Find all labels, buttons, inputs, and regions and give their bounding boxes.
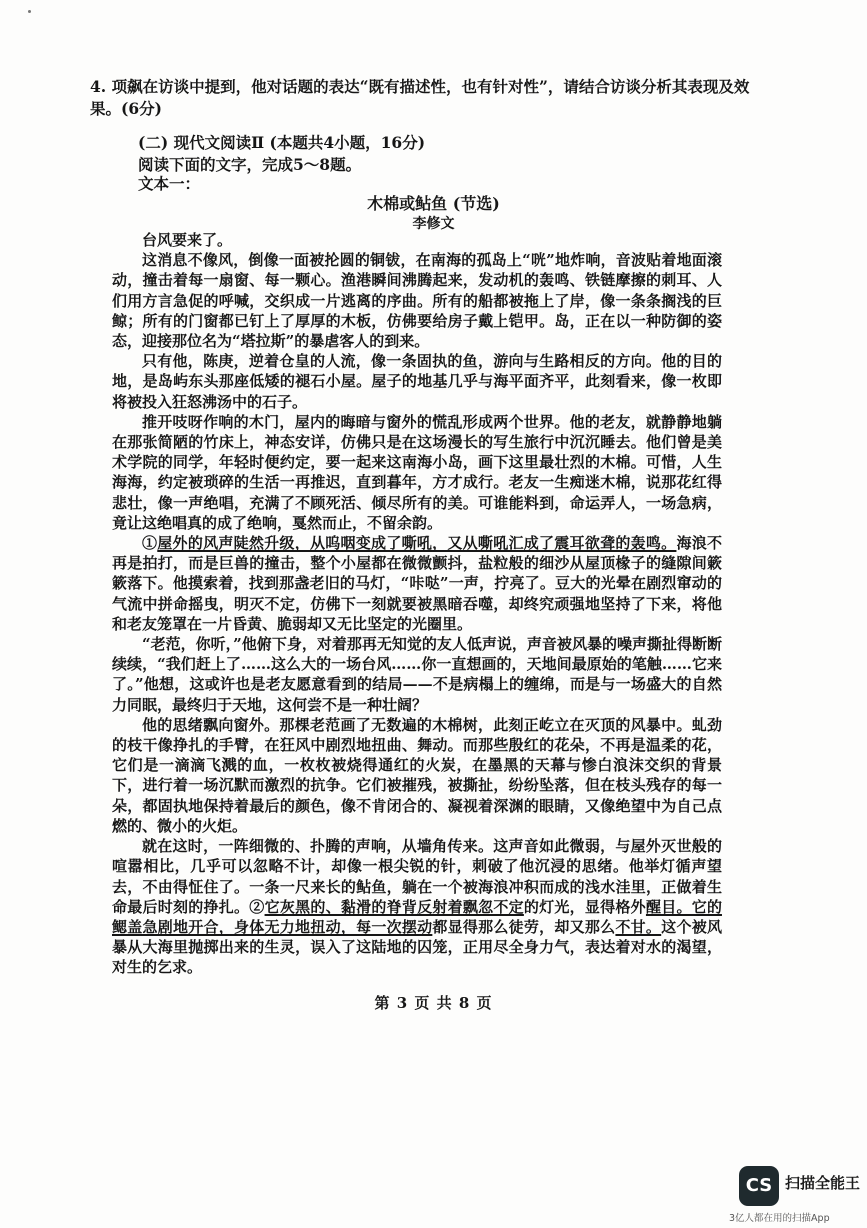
paragraph-3: 只有他，陈庚，逆着仓皇的人流，像一条固执的鱼，游向与生路相反的方向。他的目的地，是岛屿东头那座低矮的褪石小屋。屋子的地基几乎与海平面齐平，此刻看来，像一枚即将被投入狂怒沸汤中的石子。: [112, 352, 722, 411]
paragraph-8-rest: 这个被风暴从大海里抛掷出来的生灵，误入了这陆地的囚笼，正用尽全身力气，表达着对水的渴望，对生的乞求。: [112, 917, 722, 977]
article-title: 木棉或鲇鱼 (节选): [367, 194, 500, 213]
article-author: 李修文: [412, 216, 455, 232]
page-footer: 第 3 页 共 8 页: [374, 994, 493, 1012]
underlined-sentence-2b: 醒目。它的鳃盖急剧地开合，身体无力地扭动，每一次摆动: [112, 897, 722, 936]
question-4: 4. 项飙在访谈中提到，他对话题的表达“既有描述性，也有针对性”，请结合访谈分析其表现及效果。(6分): [90, 77, 750, 118]
paragraph-8-pre: 就在这时，一阵细微的、扑腾的声响，从墙角传来。这声音如此微弱，与屋外灭世般的喧嚣相比，几乎可以忽略不计，却像一根尖锐的针，刺破了他沉浸的思绪。他举灯循声望去，不由得怔住了。一条一尺来长的鲇鱼，躺在一个被海浪冲积而成的浅水洼里，正做着生命最后时刻的挣扎。: [112, 837, 722, 916]
section-heading: (二) 现代文阅读Ⅱ (本题共4小题，16分): [138, 133, 426, 152]
paragraph-8-mid-b: 都显得那么徒劳，却又那么: [432, 917, 616, 936]
paragraph-8: [112, 836, 722, 977]
marker-2: ②: [249, 897, 265, 916]
watermark-tagline: 3亿人都在用的扫描App: [729, 1213, 830, 1224]
underlined-sentence-2c: 不甘。: [615, 917, 662, 936]
camscanner-logo-icon: CS: [739, 1166, 779, 1206]
underlined-sentence-2a: 它灰黑的、黏滑的脊背反射着飘忽不定: [264, 897, 524, 916]
watermark-app-name: 扫描全能王: [785, 1174, 861, 1192]
article-body: [112, 230, 722, 978]
paragraph-7: 他的思绪飘向窗外。那棵老范画了无数遍的木棉树，此刻正屹立在灭顶的风暴中。虬劲的枝干像挣扎的手臂，在狂风中剧烈地扭曲、舞动。而那些殷红的花朵，不再是温柔的花，它们是一滴滴飞溅的血，一枚枚被烧得通红的火炭，在墨黑的天幕与惨白浪沫交织的背景下，进行着一场沉默而激烈的抗争。它们被摧残，被撕扯，纷纷坠落，但在枝头残存的每一朵，都固执地保持着最后的颜色，像不肯闭合的、凝视着深渊的眼睛，又像绝望中为自己点燃的、微小的火炬。: [112, 715, 722, 835]
paragraph-1: 台风要来了。: [142, 231, 233, 249]
paragraph-4: 推开吱呀作响的木门，屋内的晦暗与窗外的慌乱形成两个世界。他的老友，就静静地躺在那张简陋的竹床上，神态安详，仿佛只是在这场漫长的写生旅行中沉沉睡去。他们曾是美术学院的同学，年轻时便约定，要一起来这南海小岛，画下这里最壮烈的木棉。可惜，人生海海，约定被琐碎的生活一再推迟，直到暮年，方才成行。老友一生痴迷木棉，说那花红得悲壮，像一声绝唱，充满了不顾死活、倾尽所有的美。可谁能料到，命运弄人，一场急病，竟让这绝唱真的成了绝响，戛然而止，不留余韵。: [112, 412, 722, 532]
paragraph-8-mid-a: 的灯光，显得格外: [523, 897, 646, 916]
marker-1: ①: [142, 534, 158, 553]
paragraph-2: 这消息不像风，倒像一面被抡圆的铜钹，在南海的孤岛上“咣”地炸响，音波贴着地面滚动，撞击着每一扇窗、每一颗心。渔港瞬间沸腾起来，发动机的轰鸣、铁链摩擦的刺耳、人们用方言急促的呼喊，交织成一片逃离的序曲。所有的船都被拖上了岸，像一条条搁浅的巨鲸；所有的门窗都已钉上了厚厚的木板，仿佛要给房子戴上铠甲。岛，正在以一种防御的姿态，迎接那位名为“塔拉斯”的暴虐客人的到来。: [112, 251, 722, 351]
paragraph-6: “老范，你听，”他俯下身，对着那再无知觉的友人低声说，声音被风暴的噪声撕扯得断断续续，“我们赶上了……这么大的一场台风……你一直想画的，天地间最原始的笔触……它来了。”他想，这或许也是老友愿意看到的结局——不是病榻上的缠绵，而是与一场盛大的自然力同眠，最终归于天地，这何尝不是一种壮阔？: [112, 635, 722, 714]
paragraph-5-rest: 海浪不再是拍打，而是巨兽的撞击，整个小屋都在微微颤抖，盐粒般的细沙从屋顶椽子的缝隙间簌簌落下。他摸索着，找到那盏老旧的马灯，“咔哒”一声，拧亮了。豆大的光晕在剧烈窜动的气流中拼命摇曳，明灭不定，仿佛下一刻就要被黑暗吞噬，却终究顽强地坚持了下来，将他和老友笼罩在一片昏黄、脆弱却又无比坚定的光圈里。: [112, 534, 722, 633]
text-label: 文本一：: [138, 174, 201, 193]
scanner-watermark: [667, 1162, 861, 1224]
paragraph-5: [112, 533, 722, 634]
scan-speck: [28, 10, 31, 13]
underlined-sentence-1: 屋外的风声陡然升级，从呜咽变成了嘶吼，又从嘶吼汇成了震耳欲聋的轰鸣。: [157, 534, 677, 553]
reading-instruction: 阅读下面的文字，完成5～8题。: [138, 155, 362, 174]
